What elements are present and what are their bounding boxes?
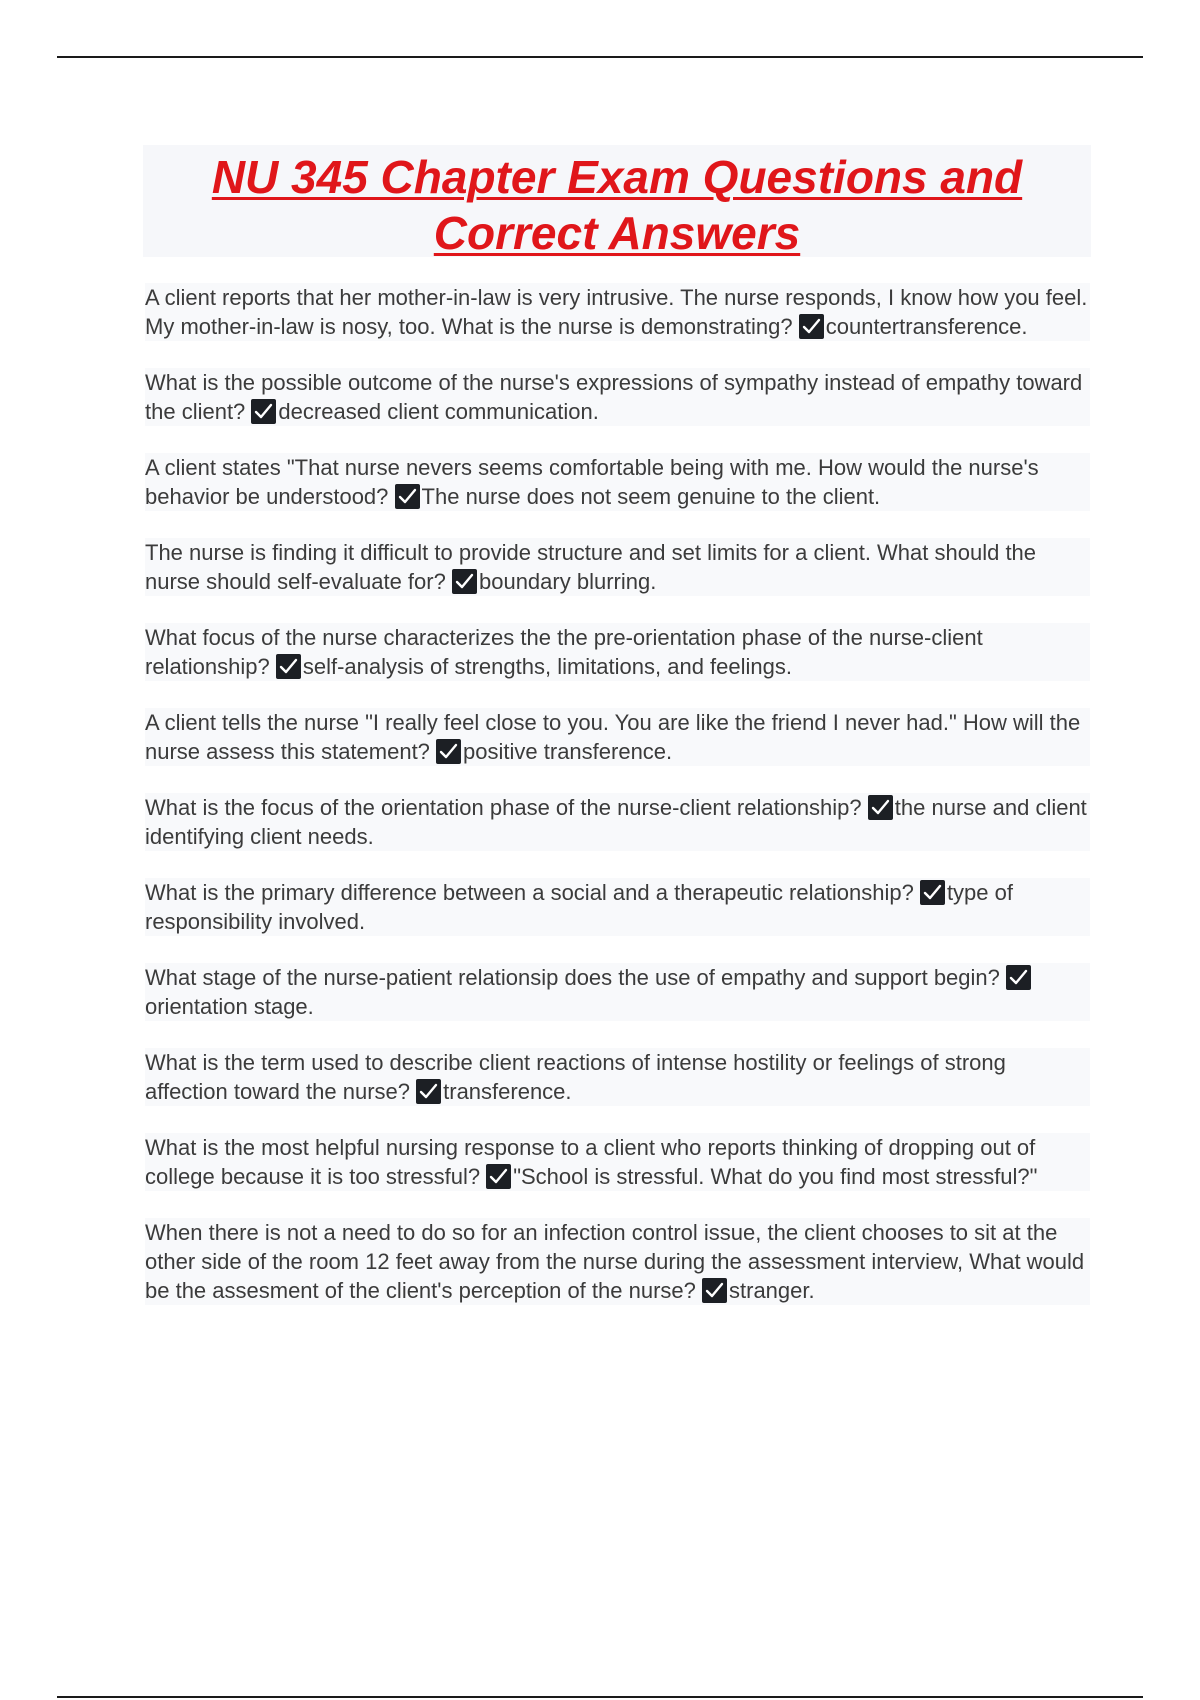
question-text: What is the most helpful nursing response to a client who reports thinking of dropping out of college because it is too stressful? (145, 1135, 1036, 1189)
qa-item (145, 878, 1090, 936)
qa-item (145, 1048, 1090, 1106)
answer-text: the nurse and client identifying client needs. (145, 795, 1087, 849)
qa-item (145, 1133, 1090, 1191)
answer-text: countertransference. (825, 314, 1028, 339)
answer-text: positive transference. (463, 739, 673, 764)
answer-text: type of responsibility involved. (145, 880, 1013, 934)
qa-item (145, 1218, 1090, 1305)
question-text: A client states "That nurse nevers seems comfortable being with me. How would the nurse's behavior be understood? (145, 455, 1039, 509)
title-line-2: Correct Answers (433, 207, 801, 259)
answer-text: orientation stage. (145, 994, 314, 1019)
answer-text: transference. (443, 1079, 572, 1104)
qa-item (145, 963, 1090, 1021)
qa-item (145, 708, 1090, 766)
qa-item (145, 793, 1090, 851)
check-box-icon (416, 1079, 441, 1104)
bottom-divider (57, 1696, 1143, 1698)
question-text: What focus of the nurse characterizes the the pre-orientation phase of the nurse-client relationship? (145, 625, 983, 679)
check-box-icon (276, 654, 301, 679)
qa-item (145, 538, 1090, 596)
question-text: What is the focus of the orientation phase of the nurse-client relationship? (145, 795, 862, 820)
top-divider (57, 56, 1143, 58)
check-box-icon (799, 314, 824, 339)
check-box-icon (436, 739, 461, 764)
question-text: What is the primary difference between a social and a therapeutic relationship? (145, 880, 914, 905)
document-title (143, 149, 1091, 261)
check-box-icon (1006, 965, 1031, 990)
question-answer-list (145, 283, 1090, 1332)
qa-item (145, 368, 1090, 426)
qa-item (145, 453, 1090, 511)
answer-text: self-analysis of strengths, limitations, and feelings. (302, 654, 792, 679)
title-line-1: NU 345 Chapter Exam Questions and (211, 151, 1023, 203)
check-box-icon (251, 399, 276, 424)
qa-item (145, 623, 1090, 681)
answer-text: stranger. (729, 1278, 815, 1303)
question-text: What is the possible outcome of the nurse's expressions of sympathy instead of empathy toward the client? (145, 370, 1083, 424)
check-box-icon (702, 1278, 727, 1303)
question-text: What stage of the nurse-patient relationsip does the use of empathy and support begin? (145, 965, 1000, 990)
check-box-icon (486, 1164, 511, 1189)
question-text: What is the term used to describe client reactions of intense hostility or feelings of strong affection toward the nurse? (145, 1050, 1006, 1104)
answer-text: The nurse does not seem genuine to the client. (421, 484, 881, 509)
check-box-icon (395, 484, 420, 509)
check-box-icon (868, 795, 893, 820)
check-box-icon (920, 880, 945, 905)
answer-text: decreased client communication. (278, 399, 599, 424)
check-box-icon (452, 569, 477, 594)
question-text: When there is not a need to do so for an infection control issue, the client chooses to sit at the other side of the room 12 feet away from the nurse during the assessment interview, What would be the assesment of the client's perception of the nurse? (145, 1220, 1085, 1303)
answer-text: "School is stressful. What do you find most stressful?" (513, 1164, 1038, 1189)
qa-item (145, 283, 1090, 341)
question-text: A client reports that her mother-in-law is very intrusive. The nurse responds, I know how you feel. My mother-in-law is nosy, too. What is the nurse is demonstrating? (145, 285, 1088, 339)
question-text: A client tells the nurse "I really feel close to you. You are like the friend I never had." How will the nurse assess this statement? (145, 710, 1081, 764)
question-text: The nurse is finding it difficult to provide structure and set limits for a client. What should the nurse should self-evaluate for? (145, 540, 1037, 594)
title-block (143, 145, 1091, 257)
answer-text: boundary blurring. (478, 569, 657, 594)
